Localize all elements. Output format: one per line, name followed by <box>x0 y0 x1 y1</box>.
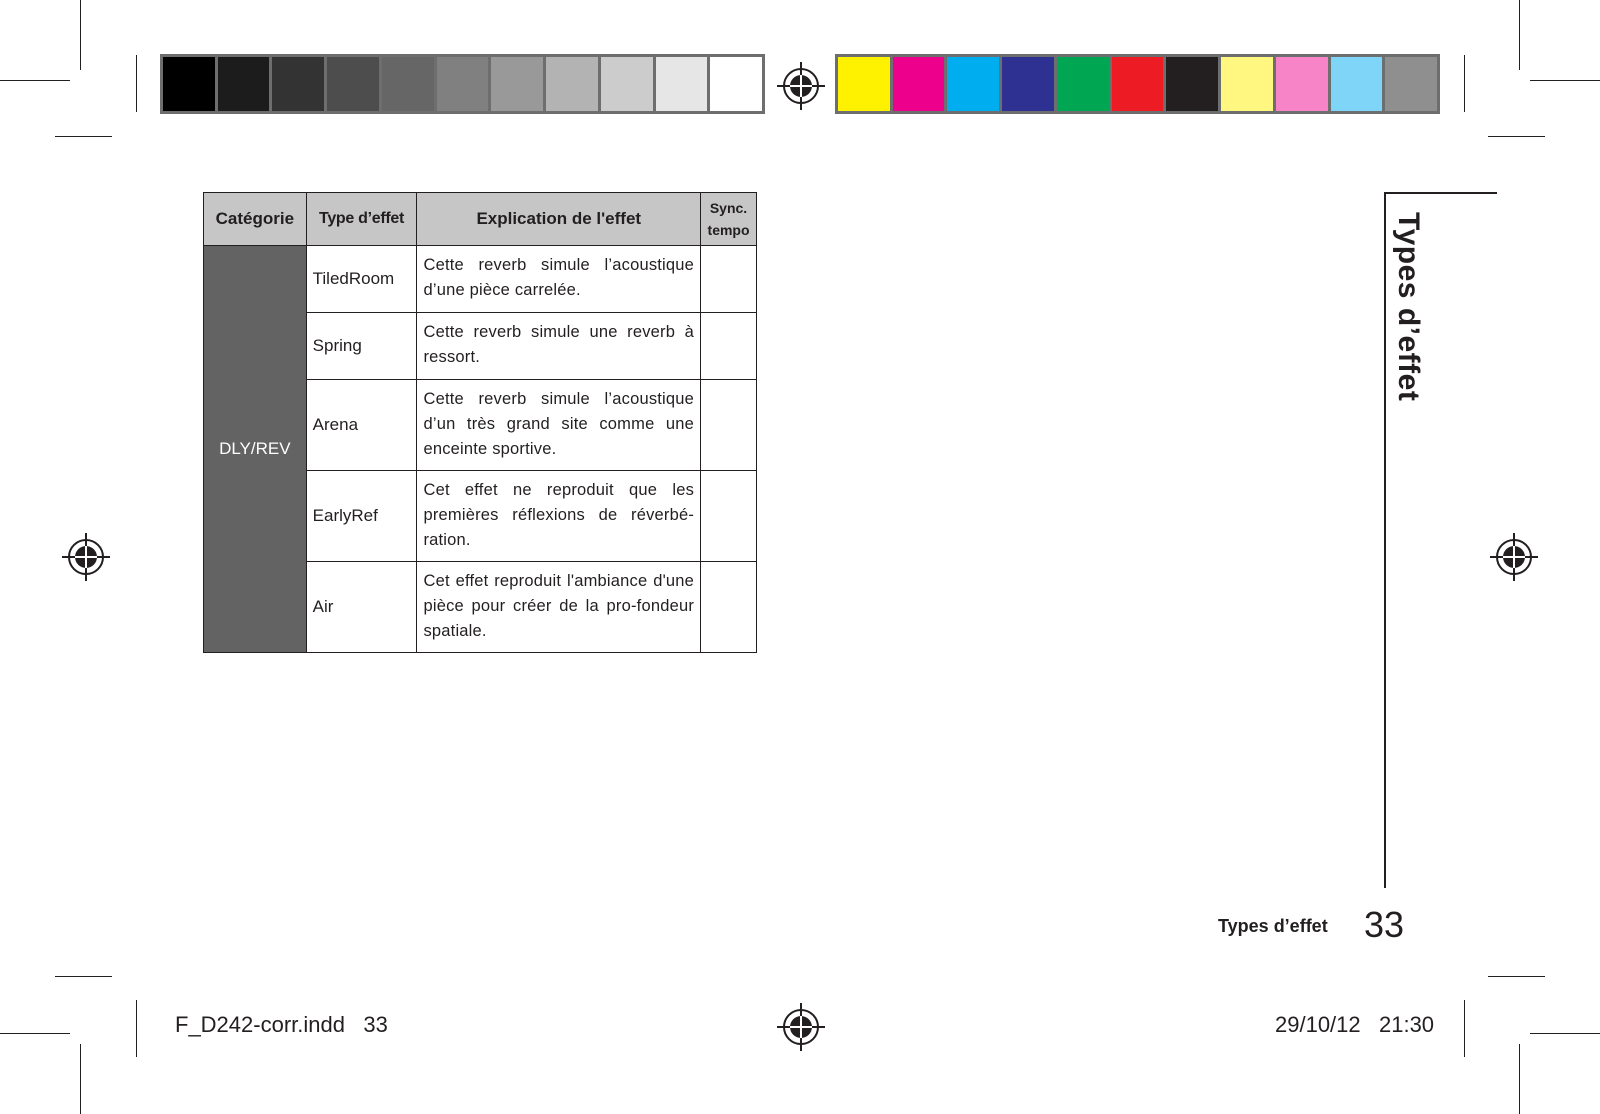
grayscale-swatch <box>491 57 543 111</box>
grayscale-swatch <box>382 57 434 111</box>
side-tab-vertical-rule <box>1384 192 1386 888</box>
grayscale-swatch <box>437 57 489 111</box>
crop-mark <box>1530 1033 1600 1034</box>
registration-mark-icon <box>1490 533 1538 581</box>
effect-type-cell: Arena <box>306 380 417 471</box>
explanation-cell: Cet effet ne reproduit que les premières réflexions de réverbé-ration. <box>417 471 701 562</box>
crop-mark <box>1464 55 1465 112</box>
process-color-swatch <box>1221 57 1273 111</box>
slug-file-info <box>175 1012 388 1038</box>
crop-mark <box>136 55 137 112</box>
side-tab-title: Types d’effet <box>1392 212 1425 402</box>
effect-type-cell: EarlyRef <box>306 471 417 562</box>
registration-mark-icon <box>777 1003 825 1051</box>
process-color-bar <box>835 54 1440 114</box>
header-tempo-sync <box>701 193 757 246</box>
crop-mark <box>55 976 112 977</box>
table-header-row <box>204 193 757 246</box>
crop-mark <box>136 1000 137 1057</box>
header-effect-type: Type d’effet <box>306 193 417 246</box>
grayscale-swatch <box>163 57 215 111</box>
process-color-swatch <box>1002 57 1054 111</box>
explanation-cell: Cette reverb simule l’acoustique d’une pièce carrelée. <box>417 246 701 313</box>
slug-file-page: 33 <box>363 1012 388 1037</box>
slug-time: 21:30 <box>1378 1012 1435 1037</box>
crop-mark <box>80 1044 81 1114</box>
grayscale-swatch <box>601 57 653 111</box>
header-sync-line2: tempo <box>707 222 750 238</box>
grayscale-swatch <box>327 57 379 111</box>
effect-type-cell: Air <box>306 562 417 653</box>
process-color-swatch <box>947 57 999 111</box>
explanation-cell: Cette reverb simule une reverb à ressort. <box>417 313 701 380</box>
header-category: Catégorie <box>204 193 307 246</box>
category-cell: DLY/REV <box>204 246 307 653</box>
page-number: 33 <box>1364 904 1405 945</box>
side-tab-top-rule <box>1385 192 1497 194</box>
tempo-sync-cell <box>701 246 757 313</box>
crop-mark <box>80 0 81 70</box>
effect-types-table <box>203 192 757 653</box>
slug-file-name: F_D242-corr.indd <box>175 1012 345 1037</box>
header-sync-line1: Sync. <box>709 200 748 216</box>
tempo-sync-cell <box>701 471 757 562</box>
effect-type-cell: TiledRoom <box>306 246 417 313</box>
grayscale-swatch <box>546 57 598 111</box>
tempo-sync-cell <box>701 380 757 471</box>
grayscale-swatch <box>272 57 324 111</box>
process-color-swatch <box>1331 57 1383 111</box>
grayscale-swatch <box>656 57 708 111</box>
tempo-sync-cell <box>701 313 757 380</box>
process-color-swatch <box>1385 57 1437 111</box>
grayscale-swatch <box>710 57 762 111</box>
slug-date-time <box>1275 1012 1434 1038</box>
grayscale-swatch <box>218 57 270 111</box>
registration-mark-icon <box>777 62 825 110</box>
crop-mark <box>1519 0 1520 70</box>
process-color-swatch <box>893 57 945 111</box>
registration-mark-icon <box>62 533 110 581</box>
effect-type-cell: Spring <box>306 313 417 380</box>
crop-mark <box>1530 80 1600 81</box>
crop-mark <box>0 80 70 81</box>
grayscale-color-bar <box>160 54 765 114</box>
process-color-swatch <box>1276 57 1328 111</box>
crop-mark <box>1488 136 1545 137</box>
crop-mark <box>0 1033 70 1034</box>
process-color-swatch <box>838 57 890 111</box>
crop-mark <box>55 136 112 137</box>
crop-mark <box>1464 1000 1465 1057</box>
slug-date: 29/10/12 <box>1275 1012 1361 1037</box>
process-color-swatch <box>1057 57 1109 111</box>
crop-mark <box>1488 976 1545 977</box>
process-color-swatch <box>1166 57 1218 111</box>
footer-section-label: Types d’effet <box>1218 916 1328 936</box>
table-row <box>204 246 757 313</box>
header-explanation: Explication de l'effet <box>417 193 701 246</box>
tempo-sync-cell <box>701 562 757 653</box>
crop-mark <box>1519 1044 1520 1114</box>
explanation-cell: Cet effet reproduit l'ambiance d'une pièce pour créer de la pro-fondeur spatiale. <box>417 562 701 653</box>
process-color-swatch <box>1112 57 1164 111</box>
explanation-cell: Cette reverb simule l’acoustique d’un très grand site comme une enceinte sportive. <box>417 380 701 471</box>
